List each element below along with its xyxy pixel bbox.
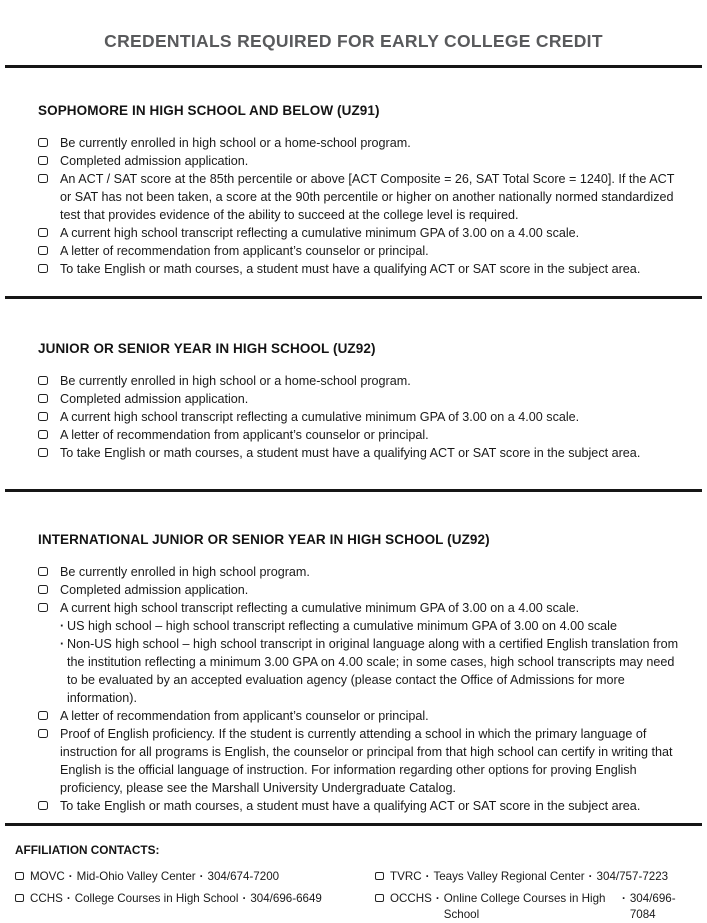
sub-item	[60, 635, 683, 707]
section-sophomore	[0, 68, 707, 278]
checkbox-bullet-icon	[38, 174, 48, 183]
requirement-text: Completed admission application.	[60, 582, 249, 597]
contact-movc	[15, 869, 375, 885]
requirement-text: A current high school transcript reflecting a cumulative minimum GPA of 3.00 on a 4.00 scale.	[60, 409, 580, 424]
contact-abbr: CCHS	[30, 891, 63, 905]
requirement-list	[38, 134, 683, 278]
sub-item	[60, 617, 683, 635]
requirement-text: Completed admission application.	[60, 391, 249, 406]
checkbox-bullet-icon	[38, 567, 48, 576]
dot-separator: ·	[199, 869, 204, 883]
contacts-grid	[15, 863, 692, 923]
section-heading: SOPHOMORE IN HIGH SCHOOL AND BELOW (UZ91)	[38, 102, 380, 118]
requirement-list	[38, 372, 683, 462]
checkbox-bullet-icon	[38, 585, 48, 594]
contact-name: College Courses in High School	[74, 891, 239, 905]
list-item	[38, 170, 683, 224]
checkbox-bullet-icon	[38, 801, 48, 810]
checkbox-bullet-icon	[38, 138, 48, 147]
requirement-text: To take English or math courses, a student must have a qualifying ACT or SAT score in the subject area.	[60, 261, 641, 276]
requirement-text: Completed admission application.	[60, 153, 249, 168]
contact-name: Online College Courses in High School	[443, 891, 606, 921]
list-item	[38, 134, 683, 152]
requirement-text: A letter of recommendation from applicant’s counselor or principal.	[60, 708, 429, 723]
list-item	[38, 725, 683, 797]
checkbox-bullet-icon	[38, 603, 48, 612]
checkbox-bullet-icon	[38, 711, 48, 720]
requirement-text: Be currently enrolled in high school or a home-school program.	[60, 373, 411, 388]
dot-bullet-icon: ·	[60, 636, 65, 651]
checkbox-bullet-icon	[38, 376, 48, 385]
contact-name: Teays Valley Regional Center	[433, 869, 585, 883]
requirement-group	[60, 599, 683, 707]
list-item	[38, 372, 683, 390]
contact-abbr: TVRC	[390, 869, 422, 883]
checkbox-bullet-icon	[38, 412, 48, 421]
checkbox-bullet-icon	[38, 448, 48, 457]
dot-bullet-icon: ·	[60, 618, 65, 633]
dot-separator: ·	[425, 869, 430, 883]
dot-separator: ·	[68, 869, 73, 883]
list-item	[38, 599, 683, 707]
requirement-text: An ACT / SAT score at the 85th percentile or above [ACT Composite = 26, SAT Total Score = 1240]. If the ACT or SAT has not been taken, a score at the 90th percentile or higher on another nationally normed standardized test that provides evidence of the ability to succeed at the college level is required.	[60, 171, 675, 222]
list-item	[38, 242, 683, 260]
requirement-text: A letter of recommendation from applicant’s counselor or principal.	[60, 427, 429, 442]
list-item	[38, 797, 683, 815]
contact-phone: 304/696-6649	[250, 891, 322, 905]
list-item	[38, 408, 683, 426]
checkbox-bullet-icon	[15, 872, 24, 880]
list-item	[38, 444, 683, 462]
page-title: CREDENTIALS REQUIRED FOR EARLY COLLEGE CREDIT	[104, 30, 603, 51]
list-item	[38, 390, 683, 408]
requirement-text: Proof of English proficiency. If the student is currently attending a school in which the primary language of instruction for all programs is English, the counselor or principal from that high school can certify in writing that English is the official language of instruction. For information regarding other options for proving English proficiency, please see the Marshall University Undergraduate Catalog.	[60, 726, 673, 795]
requirement-text: To take English or math courses, a student must have a qualifying ACT or SAT score in the subject area.	[60, 798, 641, 813]
checkbox-bullet-icon	[38, 394, 48, 403]
checkbox-bullet-icon	[375, 872, 384, 880]
checkbox-bullet-icon	[15, 894, 24, 902]
checkbox-bullet-icon	[38, 264, 48, 273]
requirement-text: A letter of recommendation from applicant’s counselor or principal.	[60, 243, 429, 258]
contact-abbr: MOVC	[30, 869, 65, 883]
contact-tvrc	[375, 869, 692, 885]
checkbox-bullet-icon	[38, 430, 48, 439]
list-item	[38, 426, 683, 444]
requirement-list	[38, 563, 683, 815]
contact-cchs	[15, 891, 375, 923]
contact-occhs	[375, 891, 692, 923]
requirement-text: A current high school transcript reflecting a cumulative minimum GPA of 3.00 on a 4.00 scale.	[60, 600, 580, 615]
contact-phone: 304/757-7223	[596, 869, 669, 883]
dot-separator: ·	[242, 891, 247, 905]
list-item	[38, 707, 683, 725]
dot-separator: ·	[588, 869, 593, 883]
contact-name: Mid-Ohio Valley Center	[76, 869, 196, 883]
contact-phone: 304/696-7084	[629, 891, 676, 921]
checkbox-bullet-icon	[38, 156, 48, 165]
checkbox-bullet-icon	[38, 246, 48, 255]
list-item	[38, 152, 683, 170]
list-item	[38, 224, 683, 242]
checkbox-bullet-icon	[38, 729, 48, 738]
list-item	[38, 563, 683, 581]
affiliation-contacts	[0, 826, 707, 923]
document-page	[0, 12, 707, 923]
section-international	[0, 492, 707, 815]
dot-separator: ·	[435, 891, 440, 905]
list-item	[38, 581, 683, 599]
section-heading: JUNIOR OR SENIOR YEAR IN HIGH SCHOOL (UZ92)	[38, 340, 376, 356]
checkbox-bullet-icon	[375, 894, 384, 902]
section-junior-senior	[0, 299, 707, 462]
dot-separator: ·	[66, 891, 71, 905]
sub-item-text: US high school – high school transcript reflecting a cumulative minimum GPA of 3.00 on 4.00 scale	[67, 618, 617, 633]
checkbox-bullet-icon	[38, 228, 48, 237]
requirement-text: Be currently enrolled in high school or a home-school program.	[60, 135, 411, 150]
contact-phone: 304/674-7200	[207, 869, 280, 883]
requirement-text: Be currently enrolled in high school program.	[60, 564, 310, 579]
footer-heading: AFFILIATION CONTACTS:	[15, 842, 160, 857]
dot-separator: ·	[621, 891, 626, 905]
requirement-text: A current high school transcript reflecting a cumulative minimum GPA of 3.00 on a 4.00 scale.	[60, 225, 580, 240]
list-item	[38, 260, 683, 278]
contact-abbr: OCCHS	[390, 891, 432, 905]
section-heading: INTERNATIONAL JUNIOR OR SENIOR YEAR IN HIGH SCHOOL (UZ92)	[38, 531, 490, 547]
requirement-text: To take English or math courses, a student must have a qualifying ACT or SAT score in the subject area.	[60, 445, 641, 460]
sub-item-text: Non-US high school – high school transcript in original language along with a certified English translation from the institution reflecting a minimum 3.00 GPA on 4.00 scale; in some cases, high school transcripts may need to be evaluated by an accepted evaluation agency (please contact the Office of Admissions for more information).	[67, 636, 679, 705]
